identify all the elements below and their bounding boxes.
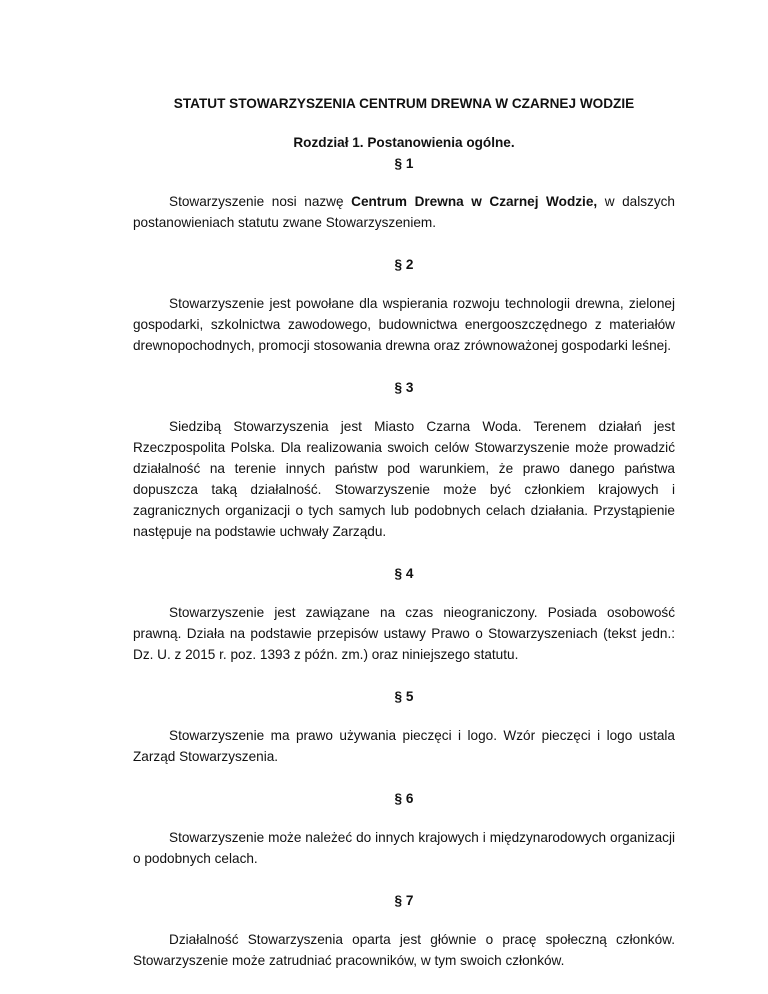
association-name: Centrum Drewna w Czarnej Wodzie, bbox=[351, 194, 598, 209]
document-body bbox=[133, 93, 675, 971]
section-2-sign: § 2 bbox=[394, 257, 414, 272]
section-7-sign: § 7 bbox=[394, 893, 414, 908]
section-1-text-start: Stowarzyszenie nosi nazwę bbox=[169, 194, 352, 209]
section-6-text: Stowarzyszenie może należeć do innych krajowych i międzynarodowych organizacji o podobnych celach. bbox=[133, 830, 675, 866]
section-1-sign: § 1 bbox=[394, 156, 414, 171]
section-1-text bbox=[133, 191, 675, 233]
section-5-sign: § 5 bbox=[394, 689, 414, 704]
section-3-sign: § 3 bbox=[394, 380, 414, 395]
section-6-sign: § 6 bbox=[394, 791, 414, 806]
document-title: STATUT STOWARZYSZENIA CENTRUM DREWNA W CZARNEJ WODZIE bbox=[173, 96, 635, 111]
section-4-sign: § 4 bbox=[394, 566, 414, 581]
section-2-text: Stowarzyszenie jest powołane dla wspierania rozwoju technologii drewna, zielonej gospodarki, szkolnictwa zawodowego, budownictwa energooszczędnego z materiałów drewnopochodnych, promocji stosowania drewna oraz zrównoważonej gospodarki leśnej. bbox=[133, 296, 675, 353]
section-7-text: Działalność Stowarzyszenia oparta jest głównie o pracę społeczną członków. Stowarzyszenie może zatrudniać pracowników, w tym swoich członków. bbox=[133, 932, 675, 968]
section-3-text: Siedzibą Stowarzyszenia jest Miasto Czarna Woda. Terenem działań jest Rzeczpospolita Polska. Dla realizowania swoich celów Stowarzyszenie może prowadzić działalność na terenie innych państw pod warunkiem, że prawo danego państwa dopuszcza taką działalność. Stowarzyszenie może być członkiem krajowych i zagranicznych organizacji o tych samych lub podobnych celach działania. Przystąpienie następuje na podstawie uchwały Zarządu. bbox=[133, 419, 675, 539]
section-1-text-end: w dalszych postanowieniach statutu zwane Stowarzyszeniem. bbox=[133, 194, 675, 230]
section-4-text: Stowarzyszenie jest zawiązane na czas nieograniczony. Posiada osobowość prawną. Działa na podstawie przepisów ustawy Prawo o Stowarzyszeniach (tekst jedn.: Dz. U. z 2015 r. poz. 1393 z późn. zm.) oraz niniejszego statutu. bbox=[133, 605, 675, 662]
section-5-text: Stowarzyszenie ma prawo używania pieczęci i logo. Wzór pieczęci i logo ustala Zarząd Stowarzyszenia. bbox=[133, 728, 675, 764]
chapter-title: Rozdział 1. Postanowienia ogólne. bbox=[293, 135, 515, 150]
